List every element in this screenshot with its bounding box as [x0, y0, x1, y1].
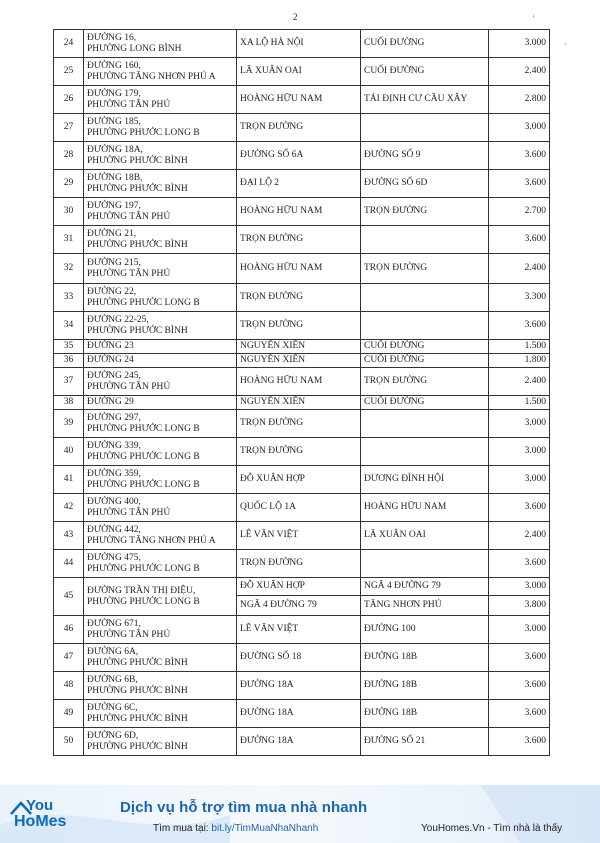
price-value: 2.400 [489, 522, 550, 550]
street-name-line: PHƯỜNG TÂN PHÚ [87, 211, 171, 222]
segment-to: DƯƠNG ĐÌNH HỘI [361, 466, 489, 494]
street-name-line: ĐƯỜNG 185, [87, 116, 141, 127]
segment-to: CUỐI ĐƯỜNG [361, 58, 489, 86]
segment-to [361, 284, 489, 312]
table-row [54, 114, 550, 142]
row-number: 39 [54, 410, 84, 438]
street-name-line: PHƯỜNG PHƯỚC LONG B [87, 127, 200, 138]
segment-from: HOÀNG HỮU NAM [237, 368, 361, 396]
segment-from: ĐƯỜNG 18A [237, 728, 361, 756]
segment-from: HOÀNG HỮU NAM [237, 198, 361, 226]
row-number: 44 [54, 550, 84, 578]
street-name [84, 466, 237, 494]
street-name [84, 142, 237, 170]
street-name-line: ĐƯỜNG 215, [87, 257, 141, 268]
street-name-line: ĐƯỜNG 18A, [87, 144, 143, 155]
table-row [54, 254, 550, 284]
street-name [84, 340, 237, 354]
segment-from: TRỌN ĐƯỜNG [237, 114, 361, 142]
street-name-line: PHƯỜNG PHƯỚC LONG B [87, 451, 200, 462]
segment-from: ĐỖ XUÂN HỢP [237, 578, 361, 596]
row-number: 29 [54, 170, 84, 198]
street-name-line: PHƯỜNG PHƯỚC BÌNH [87, 741, 188, 752]
street-name-line: PHƯỜNG PHƯỚC BÌNH [87, 155, 188, 166]
row-number: 24 [54, 30, 84, 58]
segment-to: ĐƯỜNG SỐ 21 [361, 728, 489, 756]
segment-to: TRỌN ĐƯỜNG [361, 368, 489, 396]
table-row [54, 284, 550, 312]
table-row [54, 142, 550, 170]
segment-to: ĐƯỜNG 18B [361, 700, 489, 728]
scan-mark: ' [533, 14, 535, 23]
segment-from: ĐƯỜNG SỐ 6A [237, 142, 361, 170]
banner-site[interactable]: YouHomes.Vn - Tìm nhà là thấy [421, 823, 563, 834]
street-name-line: PHƯỜNG TÂN PHÚ [87, 268, 171, 279]
street-name [84, 114, 237, 142]
table-row [54, 368, 550, 396]
price-value: 3.000 [489, 466, 550, 494]
price-value: 1.800 [489, 354, 550, 368]
segment-from: NGUYỄN XIỂN [237, 396, 361, 410]
table-row [54, 644, 550, 672]
segment-to: HOÀNG HỮU NAM [361, 494, 489, 522]
segment-from: LÊ VĂN VIỆT [237, 522, 361, 550]
street-name-line: ĐƯỜNG 23 [87, 341, 134, 351]
street-name [84, 550, 237, 578]
table-row [54, 616, 550, 644]
segment-from: NGUYỄN XIỂN [237, 340, 361, 354]
row-number: 45 [54, 578, 84, 616]
segment-from: ĐƯỜNG SỐ 18 [237, 644, 361, 672]
price-value: 3.000 [489, 438, 550, 466]
street-name-line: PHƯỜNG PHƯỚC LONG B [87, 479, 200, 490]
price-value: 3.000 [489, 410, 550, 438]
street-name-line: PHƯỜNG TĂNG NHƠN PHÚ A [87, 71, 216, 82]
segment-from: TRỌN ĐƯỜNG [237, 438, 361, 466]
price-value: 1.500 [489, 396, 550, 410]
price-value: 3.800 [489, 596, 550, 616]
table-row [54, 494, 550, 522]
row-number: 40 [54, 438, 84, 466]
street-name [84, 312, 237, 340]
segment-to: CUỐI ĐƯỜNG [361, 340, 489, 354]
street-name-line: ĐƯỜNG 18B, [87, 172, 143, 183]
row-number: 37 [54, 368, 84, 396]
segment-from: HOÀNG HỮU NAM [237, 86, 361, 114]
table-row [54, 340, 550, 354]
segment-from: HOÀNG HỮU NAM [237, 254, 361, 284]
table-row [54, 700, 550, 728]
street-name-line: ĐƯỜNG 245, [87, 370, 141, 381]
street-name-line: PHƯỜNG PHƯỚC BÌNH [87, 685, 188, 696]
price-value: 1.500 [489, 340, 550, 354]
street-name-line: ĐƯỜNG 22-25, [87, 314, 149, 325]
row-number: 43 [54, 522, 84, 550]
segment-to [361, 114, 489, 142]
street-name-line: ĐƯỜNG 29 [87, 397, 134, 407]
price-value: 3.600 [489, 312, 550, 340]
price-value: 3.600 [489, 226, 550, 254]
street-name [84, 226, 237, 254]
segment-from: TRỌN ĐƯỜNG [237, 284, 361, 312]
row-number: 34 [54, 312, 84, 340]
segment-to: TÁI ĐỊNH CƯ CẦU XÂY [361, 86, 489, 114]
street-name-line: ĐƯỜNG 475, [87, 552, 141, 563]
footer-banner [0, 785, 600, 843]
street-name [84, 30, 237, 58]
price-value: 3.600 [489, 170, 550, 198]
row-number: 25 [54, 58, 84, 86]
street-name [84, 700, 237, 728]
price-value: 2.800 [489, 86, 550, 114]
banner-link-line [153, 823, 318, 834]
row-number: 27 [54, 114, 84, 142]
street-name-line: ĐƯỜNG 671, [87, 618, 141, 629]
street-name-line: ĐƯỜNG 179, [87, 88, 141, 99]
street-name-line: PHƯỜNG TĂNG NHƠN PHÚ A [87, 535, 216, 546]
street-name-line: PHƯỜNG TÂN PHÚ [87, 99, 171, 110]
segment-to: CUỐI ĐƯỜNG [361, 30, 489, 58]
street-name-line: ĐƯỜNG 22, [87, 286, 137, 297]
page-number: 2 [293, 12, 298, 22]
street-name [84, 438, 237, 466]
price-value: 3.000 [489, 616, 550, 644]
row-number: 26 [54, 86, 84, 114]
row-number: 42 [54, 494, 84, 522]
row-number: 48 [54, 672, 84, 700]
price-value: 3.600 [489, 494, 550, 522]
row-number: 32 [54, 254, 84, 284]
segment-to [361, 550, 489, 578]
street-name-line: ĐƯỜNG 400, [87, 496, 141, 507]
street-name-line: ĐƯỜNG 6C, [87, 702, 138, 713]
segment-to: ĐƯỜNG 18B [361, 672, 489, 700]
price-value: 3.600 [489, 672, 550, 700]
segment-from: TRỌN ĐƯỜNG [237, 226, 361, 254]
price-value: 2.400 [489, 58, 550, 86]
street-name [84, 672, 237, 700]
table-row [54, 410, 550, 438]
street-name [84, 522, 237, 550]
street-name-line: PHƯỜNG PHƯỚC BÌNH [87, 657, 188, 668]
street-name-line: ĐƯỜNG 160, [87, 60, 141, 71]
street-name-line: ĐƯỜNG 16, [87, 32, 137, 43]
price-value: 3.600 [489, 550, 550, 578]
segment-to: ĐƯỜNG 18B [361, 644, 489, 672]
segment-from: QUỐC LỘ 1A [237, 494, 361, 522]
segment-from: TRỌN ĐƯỜNG [237, 312, 361, 340]
street-name-line: ĐƯỜNG 6D, [87, 730, 139, 741]
price-table [53, 29, 550, 756]
price-value: 2.400 [489, 368, 550, 396]
table-row [54, 550, 550, 578]
segment-to [361, 312, 489, 340]
table-row [54, 672, 550, 700]
table-row [54, 466, 550, 494]
row-number: 49 [54, 700, 84, 728]
banner-link-label: Tìm mua tại: [153, 823, 212, 834]
logo-text-top: You [26, 797, 54, 814]
street-name-line: ĐƯỜNG 359, [87, 468, 141, 479]
row-number: 35 [54, 340, 84, 354]
youhomes-logo [10, 795, 120, 835]
segment-to: ĐƯỜNG 100 [361, 616, 489, 644]
segment-from: LÊ VĂN VIỆT [237, 616, 361, 644]
street-name [84, 254, 237, 284]
segment-from: TRỌN ĐƯỜNG [237, 410, 361, 438]
price-value: 3.600 [489, 142, 550, 170]
segment-from: LÃ XUÂN OAI [237, 58, 361, 86]
street-name [84, 616, 237, 644]
segment-to [361, 438, 489, 466]
row-number: 38 [54, 396, 84, 410]
row-number: 50 [54, 728, 84, 756]
row-number: 41 [54, 466, 84, 494]
segment-to: ĐƯỜNG SỐ 9 [361, 142, 489, 170]
street-name-line: ĐƯỜNG 24 [87, 355, 134, 365]
street-name-line: ĐƯỜNG 442, [87, 524, 141, 535]
street-name-line: ĐƯỜNG TRẦN THỊ ĐIỆU, [87, 585, 196, 596]
table-row [54, 578, 550, 596]
segment-to: TĂNG NHƠN PHÚ [361, 596, 489, 616]
segment-to [361, 410, 489, 438]
street-name [84, 578, 237, 616]
price-value: 2.400 [489, 254, 550, 284]
table-row [54, 170, 550, 198]
street-name [84, 396, 237, 410]
price-value: 3.000 [489, 578, 550, 596]
street-name-line: PHƯỜNG LONG BÌNH [87, 43, 182, 54]
price-value: 3.300 [489, 284, 550, 312]
table-row [54, 438, 550, 466]
segment-from: XA LỘ HÀ NỘI [237, 30, 361, 58]
segment-from: ĐẠI LỘ 2 [237, 170, 361, 198]
price-table-body [54, 30, 550, 756]
street-name-line: PHƯỜNG PHƯỚC BÌNH [87, 325, 188, 336]
street-name [84, 86, 237, 114]
street-name-line: ĐƯỜNG 197, [87, 200, 141, 211]
row-number: 36 [54, 354, 84, 368]
segment-to: TRỌN ĐƯỜNG [361, 254, 489, 284]
price-value: 3.000 [489, 30, 550, 58]
segment-from: ĐƯỜNG 18A [237, 700, 361, 728]
street-name-line: ĐƯỜNG 339, [87, 440, 141, 451]
street-name-line: PHƯỜNG PHƯỚC LONG B [87, 596, 200, 607]
price-value: 2.700 [489, 198, 550, 226]
street-name-line: ĐƯỜNG 6A, [87, 646, 139, 657]
table-row [54, 226, 550, 254]
segment-to [361, 226, 489, 254]
street-name [84, 410, 237, 438]
price-value: 3.600 [489, 700, 550, 728]
table-row [54, 30, 550, 58]
street-name-line: ĐƯỜNG 6B, [87, 674, 138, 685]
row-number: 30 [54, 198, 84, 226]
row-number: 31 [54, 226, 84, 254]
street-name [84, 728, 237, 756]
segment-to: LÃ XUÂN OAI [361, 522, 489, 550]
segment-from: ĐỖ XUÂN HỢP [237, 466, 361, 494]
table-row [54, 198, 550, 226]
scan-mark: · [564, 40, 567, 49]
street-name-line: ĐƯỜNG 21, [87, 228, 137, 239]
segment-to: NGÃ 4 ĐƯỜNG 79 [361, 578, 489, 596]
segment-to: TRỌN ĐƯỜNG [361, 198, 489, 226]
logo-text-bottom: HoMes [14, 813, 67, 830]
table-row [54, 312, 550, 340]
row-number: 46 [54, 616, 84, 644]
street-name-line: PHƯỜNG TÂN PHÚ [87, 381, 171, 392]
street-name-line: PHƯỜNG TÂN PHÚ [87, 629, 171, 640]
table-row [54, 86, 550, 114]
table-row [54, 396, 550, 410]
segment-from: TRỌN ĐƯỜNG [237, 550, 361, 578]
street-name-line: PHƯỜNG PHƯỚC LONG B [87, 423, 200, 434]
segment-to: ĐƯỜNG SỐ 6D [361, 170, 489, 198]
row-number: 28 [54, 142, 84, 170]
price-value: 3.000 [489, 114, 550, 142]
segment-from: ĐƯỜNG 18A [237, 672, 361, 700]
table-row [54, 522, 550, 550]
street-name [84, 170, 237, 198]
row-number: 47 [54, 644, 84, 672]
street-name [84, 354, 237, 368]
banner-tagline: Dịch vụ hỗ trợ tìm mua nhà nhanh [120, 799, 368, 816]
street-name [84, 284, 237, 312]
price-value: 3.600 [489, 644, 550, 672]
price-value: 3.600 [489, 728, 550, 756]
street-name [84, 644, 237, 672]
street-name-line: PHƯỜNG PHƯỚC BÌNH [87, 183, 188, 194]
table-row [54, 728, 550, 756]
row-number: 33 [54, 284, 84, 312]
street-name-line: PHƯỜNG PHƯỚC LONG B [87, 563, 200, 574]
table-row [54, 354, 550, 368]
street-name-line: PHƯỜNG PHƯỚC BÌNH [87, 239, 188, 250]
segment-from: NGUYỄN XIỂN [237, 354, 361, 368]
street-name-line: PHƯỜNG PHƯỚC LONG B [87, 297, 200, 308]
street-name-line: PHƯỜNG PHƯỚC BÌNH [87, 713, 188, 724]
street-name [84, 198, 237, 226]
segment-to: CUỐI ĐƯỜNG [361, 354, 489, 368]
street-name [84, 494, 237, 522]
street-name-line: PHƯỜNG TÂN PHÚ [87, 507, 171, 518]
street-name-line: ĐƯỜNG 297, [87, 412, 141, 423]
street-name [84, 368, 237, 396]
table-row [54, 58, 550, 86]
banner-link-url[interactable]: bit.ly/TimMuaNhaNhanh [211, 823, 319, 834]
segment-to: CUỐI ĐƯỜNG [361, 396, 489, 410]
segment-from: NGÃ 4 ĐƯỜNG 79 [237, 596, 361, 616]
street-name [84, 58, 237, 86]
